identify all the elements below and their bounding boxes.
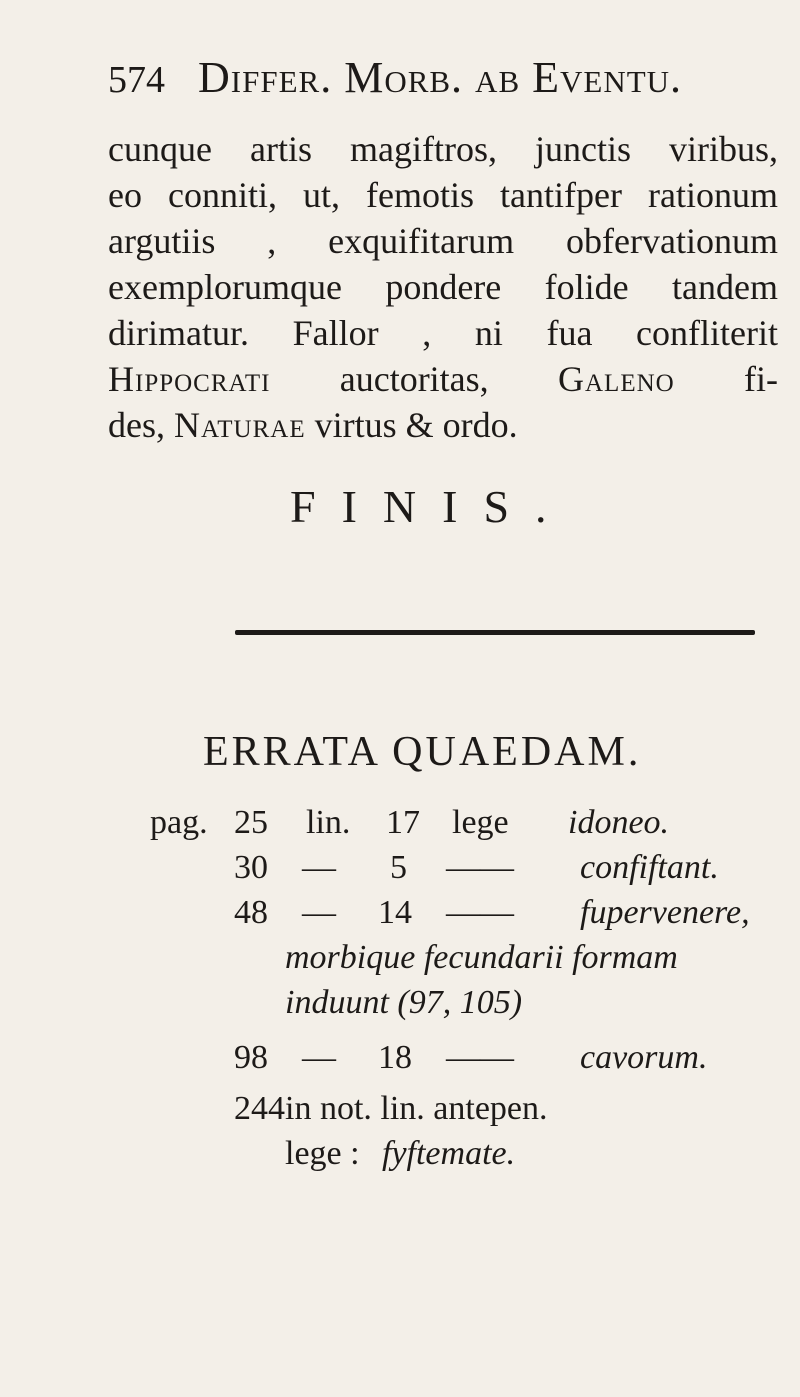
dash: —— (446, 849, 514, 886)
name-naturae: Naturae (174, 405, 306, 445)
errata-note-label: lege : (285, 1135, 360, 1172)
dash: —— (446, 1039, 514, 1076)
errata-correction: idoneo. (568, 804, 670, 841)
name-galeno: Galeno (558, 359, 675, 399)
errata-line: 18 (378, 1039, 412, 1076)
text-line (108, 402, 778, 448)
dash: — (302, 1039, 336, 1076)
horizontal-rule (235, 630, 755, 635)
errata-page: 244 (234, 1090, 285, 1127)
text-fragment: auctoritas, (270, 359, 558, 399)
text-fragment: fi- (674, 359, 778, 399)
text-line: cunque artis magiftros, junctis viribus, (108, 129, 778, 169)
errata-correction: fupervenere, (580, 894, 750, 931)
body-text (108, 126, 778, 448)
name-hippocrati: Hippocrati (108, 359, 271, 399)
page-number: 574 (108, 59, 165, 101)
errata-correction: confiftant. (580, 849, 719, 886)
dash: —— (446, 894, 514, 931)
text-line: dirimatur. Fallor , ni fua confliterit (108, 313, 778, 353)
errata-entry (150, 890, 770, 1025)
text-fragment: des, (108, 405, 174, 445)
errata-list (150, 800, 770, 1176)
dash: — (302, 849, 336, 886)
running-title: Differ. Morb. ab Eventu. (198, 53, 683, 102)
errata-page: 98 (234, 1039, 268, 1076)
errata-page: 30 (234, 849, 268, 886)
text-fragment: virtus & ordo. (305, 405, 518, 445)
dash: — (302, 894, 336, 931)
errata-correction: fyftemate. (382, 1135, 516, 1172)
errata-entry (150, 845, 770, 890)
errata-entry (150, 1035, 770, 1080)
errata-correction: cavorum. (580, 1039, 708, 1076)
text-line: exemplorumque pondere folide tandem (108, 267, 778, 307)
errata-continuation: induunt (97, 105) (285, 984, 523, 1021)
lege-label: lege (452, 804, 509, 841)
errata-page: 48 (234, 894, 268, 931)
lin-label: lin. (306, 804, 351, 841)
errata-page: 25 (234, 804, 268, 841)
errata-line: 5 (390, 849, 407, 886)
finis-heading: FINIS. (290, 481, 573, 532)
errata-title: ERRATA QUAEDAM. (203, 729, 642, 775)
errata-line: 17 (386, 804, 420, 841)
errata-line: 14 (378, 894, 412, 931)
errata-entry (150, 800, 770, 845)
text-line: argutiis , exquifitarum obfervationum (108, 221, 778, 261)
errata-note: in not. lin. antepen. (285, 1090, 548, 1127)
page-header (108, 50, 798, 110)
errata-entry (150, 1086, 770, 1176)
errata-continuation: morbique fecundarii formam (285, 939, 678, 976)
text-line (108, 356, 778, 402)
pag-label: pag. (150, 804, 208, 841)
text-line: eo conniti, ut, femotis tantifper rationum (108, 175, 778, 215)
